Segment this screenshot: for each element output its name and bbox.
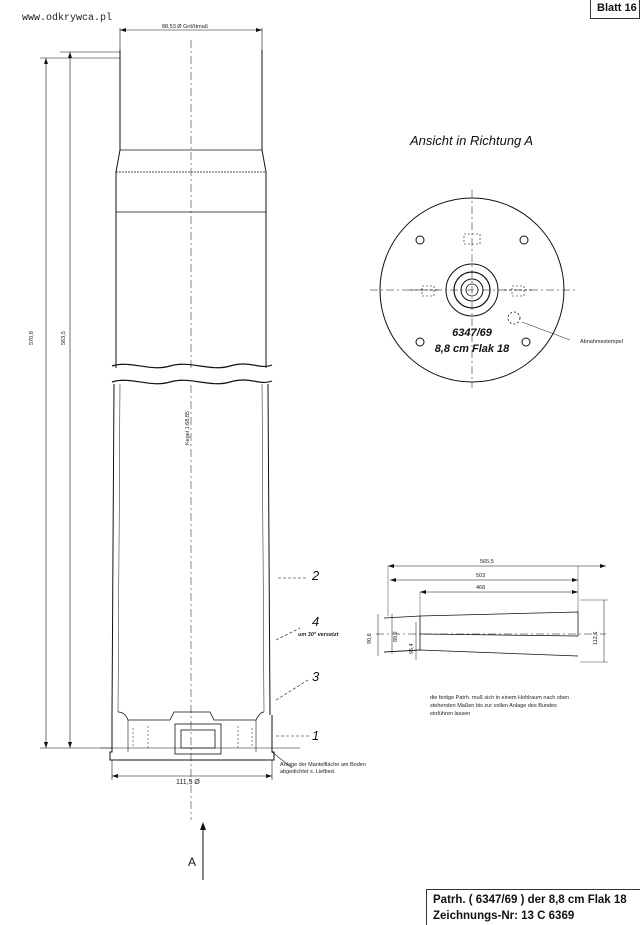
gauge-dim-left-1: 90,6 — [367, 633, 373, 644]
stamp-line-2: 8,8 cm Flak 18 — [434, 343, 510, 355]
end-view-title: Ansicht in Richtung A — [410, 133, 534, 148]
gauge-dim-2: 503 — [476, 573, 486, 579]
gauge-dim-left-2: 89,2 — [393, 631, 399, 642]
drawing-number: Zeichnungs-Nr: 13 C 6369 — [433, 910, 575, 922]
callout-1: 1 — [312, 728, 320, 743]
sheet-number: Blatt 16 — [590, 0, 640, 19]
gauge-note: die fertige Patrh. muß sich in einem Hohlraum nach oben stehenden Maßen bis zur vollen Anlage des Bundes einführen lassen — [430, 695, 570, 717]
view-arrow-a — [200, 822, 206, 880]
drawing-title: Patrh. ( 6347/69 ) der 8,8 cm Flak 18 — [433, 894, 627, 906]
view-arrow-label: A — [188, 855, 197, 869]
callout-4: 4 — [312, 614, 320, 629]
case-end-view — [370, 190, 575, 388]
website-watermark: www.odkrywca.pl — [22, 13, 113, 24]
top-diameter-label: 88,53 Ø Größtmaß — [162, 24, 209, 30]
base-diameter-label: 111,5 Ø — [176, 779, 200, 786]
inspection-mark-label: Abnahmestempel — [580, 339, 623, 345]
length-dimensions — [40, 52, 120, 748]
overall-length-label: 570,8 — [29, 331, 35, 345]
title-block — [426, 889, 640, 925]
gauge-dim-3: 468 — [476, 585, 486, 591]
stamp-line-1: 6347/69 — [452, 327, 492, 339]
inner-length-label: 563,5 — [61, 331, 67, 345]
gauge-dim-right: 112,6 — [593, 631, 599, 645]
callout-2: 2 — [312, 568, 320, 583]
callout-4-note: um 30° versetzt — [298, 632, 339, 638]
gauge-dim-1: 565,5 — [480, 559, 494, 565]
callout-3: 3 — [312, 669, 320, 684]
cone-label: Kegel 1:68,85 — [185, 411, 191, 445]
callout-leaders — [272, 578, 310, 768]
base-note: Anlage der Mantelfläche am Boden abgedichtet s. Liefbed. — [280, 762, 366, 775]
gauge-dim-left-3: 95,4 — [409, 643, 415, 654]
case-side-view — [100, 28, 300, 820]
